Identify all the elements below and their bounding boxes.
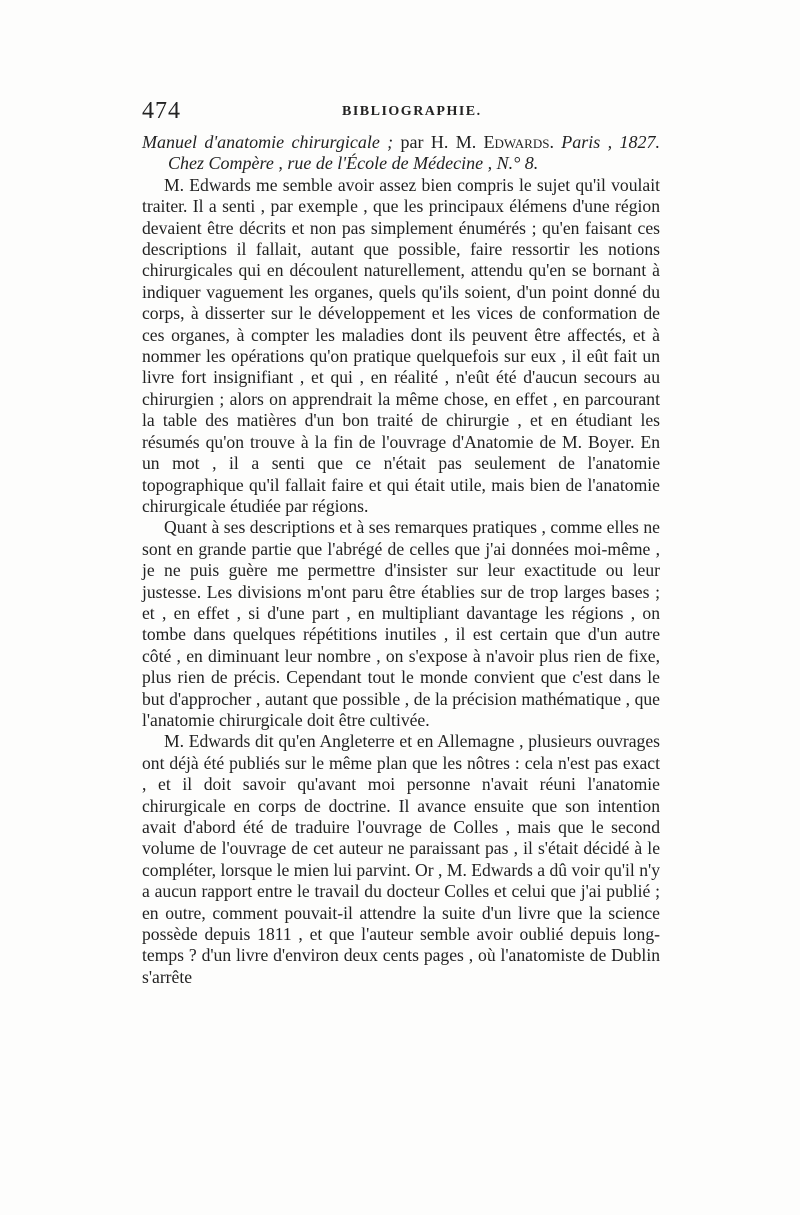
page-number: 474 bbox=[142, 98, 181, 124]
paragraph-1: M. Edwards me semble avoir assez bien compris le sujet qu'il voulait traiter. Il a senti , par exemple , que les principaux élémens d'une région devaient être décrits et non pas simplement énumérés ; qu'en faisant ces descriptions il fallait, autant que possible, faire ressortir les notions chirurgicales qui en découlent naturellement, attendu qu'en se bornant à indiquer vaguement les organes, quels qu'ils soient, d'un point donné du corps, à disserter sur le développement et les vices de conformation de ces organes, à compter les maladies dont ils peuvent être affectés, et à nommer les opérations qu'on pratique quelquefois sur eux , il eût fait un livre fort insignifiant , et qui , en réalité , n'eût été d'aucun secours au chirurgien ; alors on apprendrait la même chose, en effet , en parcourant la table des matières d'un bon traité de chirurgie , et en étudiant les résumés qu'on trouve à la fin de l'ouvrage d'Anatomie de M. Boyer. En un mot , il a senti que ce n'était pas seulement de l'anatomie topographique qu'il fallait faire et qui était utile, mais bien de l'anatomie chirurgicale étudiée par régions. bbox=[142, 174, 660, 516]
citation-publisher: Chez Compère , rue de l'École de Médecine , N.° 8. bbox=[168, 153, 539, 174]
page-header bbox=[142, 98, 662, 132]
paragraph-2: Quant à ses descriptions et à ses remarques pratiques , comme elles ne sont en grande partie que l'abrégé de celles que j'ai données moi-même , je ne puis guère me permettre d'insister sur leur exactitude ou leur justesse. Les divisions m'ont paru être établies sur de trop larges bases ; et , en effet , si d'une part , en multipliant davantage les régions , on tombe dans quelques répétitions inutiles , il est certain que d'un autre côté , en diminuant leur nombre , on s'expose à n'avoir plus rien de fixe, plus rien de précis. Cependant tout le monde convient que c'est dans le but d'approcher , autant que possible , de la précision mathématique , que l'anatomie chirurgicale doit être cultivée. bbox=[142, 517, 660, 730]
citation-title: Manuel d'anatomie chirurgicale ; bbox=[142, 132, 394, 152]
citation-by: par bbox=[393, 132, 431, 152]
citation-author: H. M. Edwards. bbox=[430, 132, 554, 152]
text-column bbox=[142, 132, 660, 988]
citation-place-year: Paris , 1827. bbox=[553, 132, 660, 152]
bibliographic-citation bbox=[142, 132, 660, 175]
paragraph-3: M. Edwards dit qu'en Angleterre et en Allemagne , plusieurs ouvrages ont déjà été publiés sur le même plan que les nôtres : cela n'est pas exact , et il doit savoir qu'avant moi personne n'avait réuni l'anatomie chirurgicale en corps de doctrine. Il avance ensuite que son intention avait d'abord été de traduire l'ouvrage de Colles , mais que le second volume de l'ouvrage de cet auteur ne paraissant pas , il s'était décidé à le compléter, lorsque le mien lui parvint. Or , M. Edwards a dû voir qu'il n'y a aucun rapport entre le travail du docteur Colles et celui que j'ai publié ; en outre, comment pouvait-il attendre la suite d'un livre que la science possède depuis 1811 , et que l'auteur semble avoir oublié depuis long-temps ? d'un livre d'environ deux cents pages , où l'anatomiste de Dublin s'arrête bbox=[142, 731, 660, 987]
running-head: BIBLIOGRAPHIE. bbox=[342, 104, 482, 119]
